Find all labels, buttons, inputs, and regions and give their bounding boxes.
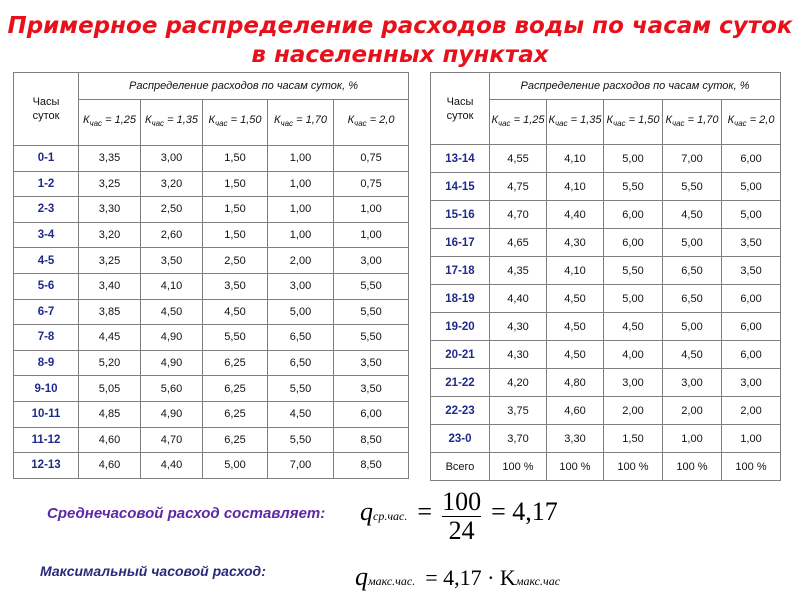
value-cell: 5,50 [334, 325, 409, 351]
k-value: = 1,25 [105, 114, 137, 127]
average-hourly-label: Среднечасовой расход составляет: [47, 505, 326, 522]
value-cell: 4,50 [604, 313, 663, 341]
value-cell: 7,00 [268, 453, 334, 479]
k-symbol: К [665, 113, 672, 126]
value-cell: 4,50 [203, 299, 268, 325]
value-cell: 1,00 [268, 197, 334, 223]
value-cell: 2,00 [604, 397, 663, 425]
value-cell: 4,70 [490, 201, 547, 229]
value-cell: 4,30 [490, 313, 547, 341]
formula-rhs: = 4,17 · K [425, 565, 516, 590]
k-header-cell [663, 100, 722, 145]
value-cell: 1,50 [203, 171, 268, 197]
value-cell: 6,00 [604, 201, 663, 229]
value-cell: 5,00 [722, 201, 781, 229]
value-cell: 3,50 [334, 350, 409, 376]
formula-q: q [355, 562, 368, 591]
hour-cell: 4-5 [14, 248, 79, 274]
k-subscript: час [734, 119, 747, 129]
value-cell: 0,75 [334, 146, 409, 172]
k-header-cell [79, 100, 141, 146]
table-row [431, 173, 781, 201]
value-cell: 3,20 [79, 222, 141, 248]
value-cell: 4,60 [79, 427, 141, 453]
distribution-group-header: Распределение расходов по часам суток, % [79, 73, 409, 100]
value-cell: 4,40 [490, 285, 547, 313]
hour-cell: Всего [431, 453, 490, 481]
value-cell: 4,85 [79, 401, 141, 427]
hour-cell: 8-9 [14, 350, 79, 376]
value-cell: 4,75 [490, 173, 547, 201]
k-symbol: К [548, 113, 555, 126]
table-row [431, 201, 781, 229]
k-symbol: К [208, 114, 215, 127]
table-row [14, 222, 409, 248]
value-cell: 1,00 [268, 146, 334, 172]
value-cell: 1,50 [203, 197, 268, 223]
value-cell: 1,00 [722, 425, 781, 453]
hour-cell: 13-14 [431, 145, 490, 173]
value-cell: 5,50 [203, 325, 268, 351]
hour-cell: 12-13 [14, 453, 79, 479]
k-symbol: К [144, 114, 152, 127]
k-value: = 2,0 [369, 114, 395, 127]
hour-cell: 10-11 [14, 401, 79, 427]
formula-result: = 4,17 [491, 497, 558, 527]
value-cell: 3,50 [722, 229, 781, 257]
table-row [14, 197, 409, 223]
k-header-cell [490, 100, 547, 145]
value-cell: 4,50 [547, 285, 604, 313]
table-row [14, 248, 409, 274]
value-cell: 1,00 [334, 222, 409, 248]
table-row [14, 401, 409, 427]
value-cell: 5,50 [268, 376, 334, 402]
hour-cell: 22-23 [431, 397, 490, 425]
value-cell: 4,40 [141, 453, 203, 479]
hour-cell: 5-6 [14, 273, 79, 299]
value-cell: 5,50 [604, 257, 663, 285]
value-cell: 5,00 [663, 313, 722, 341]
table-row [14, 325, 409, 351]
k-symbol: К [606, 113, 613, 126]
hours-header: Часы суток [14, 73, 79, 146]
value-cell: 6,50 [663, 285, 722, 313]
k-symbol: К [82, 114, 90, 127]
k-header-cell [203, 100, 268, 146]
table-row [431, 257, 781, 285]
value-cell: 6,50 [268, 350, 334, 376]
value-cell: 100 % [490, 453, 547, 481]
hour-cell: 1-2 [14, 171, 79, 197]
value-cell: 1,00 [268, 171, 334, 197]
value-cell: 3,70 [490, 425, 547, 453]
value-cell: 3,00 [268, 273, 334, 299]
formula-equals: = [417, 497, 433, 527]
value-cell: 7,00 [663, 145, 722, 173]
k-symbol: К [273, 114, 281, 127]
k-subscript: час [554, 119, 568, 129]
value-cell: 6,00 [722, 145, 781, 173]
value-cell: 4,10 [547, 257, 604, 285]
hour-cell: 6-7 [14, 299, 79, 325]
value-cell: 4,90 [141, 350, 203, 376]
k-subscript: час [89, 119, 103, 129]
value-cell: 3,50 [203, 273, 268, 299]
value-cell: 4,00 [604, 341, 663, 369]
value-cell: 5,50 [334, 299, 409, 325]
k-value: = 2,0 [749, 113, 775, 126]
hour-cell: 19-20 [431, 313, 490, 341]
k-value: = 1,50 [628, 113, 660, 126]
table-row [14, 299, 409, 325]
k-subscript: час [214, 119, 228, 129]
table-row [14, 350, 409, 376]
value-cell: 0,75 [334, 171, 409, 197]
distribution-table-right [430, 72, 781, 481]
value-cell: 4,80 [547, 369, 604, 397]
value-cell: 3,25 [79, 248, 141, 274]
value-cell: 4,40 [547, 201, 604, 229]
value-cell: 3,50 [334, 376, 409, 402]
value-cell: 4,50 [663, 341, 722, 369]
value-cell: 4,45 [79, 325, 141, 351]
value-cell: 100 % [604, 453, 663, 481]
value-cell: 4,55 [490, 145, 547, 173]
hour-cell: 3-4 [14, 222, 79, 248]
value-cell: 1,50 [203, 222, 268, 248]
k-subscript: час [497, 119, 511, 129]
value-cell: 6,50 [663, 257, 722, 285]
value-cell: 1,00 [268, 222, 334, 248]
table-row [431, 425, 781, 453]
formula-q: q [360, 497, 373, 527]
table-row [431, 285, 781, 313]
formula-fraction [442, 488, 481, 545]
hour-cell: 20-21 [431, 341, 490, 369]
value-cell: 6,00 [722, 313, 781, 341]
value-cell: 8,50 [334, 453, 409, 479]
value-cell: 2,50 [141, 197, 203, 223]
table-header-row [14, 73, 409, 100]
average-hourly-formula [360, 488, 580, 548]
value-cell: 4,50 [141, 299, 203, 325]
table-row [14, 427, 409, 453]
value-cell: 5,20 [79, 350, 141, 376]
k-value: = 1,50 [230, 114, 262, 127]
value-cell: 5,05 [79, 376, 141, 402]
value-cell: 4,60 [79, 453, 141, 479]
formula-k-subscript: макс.час [515, 574, 561, 588]
k-header-cell [604, 100, 663, 145]
value-cell: 3,30 [547, 425, 604, 453]
value-cell: 1,00 [334, 197, 409, 223]
value-cell: 5,00 [663, 229, 722, 257]
value-cell: 4,20 [490, 369, 547, 397]
table-row [14, 146, 409, 172]
table-row [431, 453, 781, 481]
value-cell: 4,10 [547, 145, 604, 173]
formula-q-subscript: макс.час. [368, 574, 416, 588]
table-row [14, 453, 409, 479]
value-cell: 3,00 [141, 146, 203, 172]
max-hourly-label: Максимальный часовой расход: [40, 563, 266, 579]
value-cell: 3,00 [663, 369, 722, 397]
hour-cell: 0-1 [14, 146, 79, 172]
value-cell: 1,00 [663, 425, 722, 453]
distribution-table-left [13, 72, 409, 479]
table-row [14, 376, 409, 402]
value-cell: 5,00 [203, 453, 268, 479]
value-cell: 4,50 [663, 201, 722, 229]
table-row [14, 273, 409, 299]
value-cell: 3,50 [722, 257, 781, 285]
value-cell: 5,50 [604, 173, 663, 201]
value-cell: 5,00 [722, 173, 781, 201]
k-header-cell [268, 100, 334, 146]
hours-header: Часы суток [431, 73, 490, 145]
hour-cell: 15-16 [431, 201, 490, 229]
hour-cell: 17-18 [431, 257, 490, 285]
value-cell: 3,35 [79, 146, 141, 172]
k-value: = 1,35 [570, 113, 602, 126]
value-cell: 4,60 [547, 397, 604, 425]
value-cell: 4,35 [490, 257, 547, 285]
value-cell: 6,00 [604, 229, 663, 257]
value-cell: 3,25 [79, 171, 141, 197]
value-cell: 3,00 [722, 369, 781, 397]
table-row [431, 229, 781, 257]
k-header-cell [722, 100, 781, 145]
value-cell: 4,65 [490, 229, 547, 257]
value-cell: 3,00 [334, 248, 409, 274]
value-cell: 3,20 [141, 171, 203, 197]
hour-cell: 21-22 [431, 369, 490, 397]
value-cell: 5,50 [268, 427, 334, 453]
k-subscript: час [354, 119, 367, 129]
value-cell: 4,30 [490, 341, 547, 369]
value-cell: 4,50 [547, 341, 604, 369]
value-cell: 4,50 [547, 313, 604, 341]
value-cell: 6,00 [722, 341, 781, 369]
fraction-denominator: 24 [448, 516, 475, 545]
value-cell: 6,25 [203, 401, 268, 427]
value-cell: 2,00 [663, 397, 722, 425]
max-hourly-formula [355, 562, 595, 592]
distribution-group-header: Распределение расходов по часам суток, % [490, 73, 781, 100]
hour-cell: 11-12 [14, 427, 79, 453]
hour-cell: 23-0 [431, 425, 490, 453]
value-cell: 6,00 [722, 285, 781, 313]
fraction-numerator: 100 [442, 487, 482, 516]
value-cell: 2,60 [141, 222, 203, 248]
k-subscript: час [280, 119, 294, 129]
value-cell: 3,50 [141, 248, 203, 274]
value-cell: 100 % [722, 453, 781, 481]
hour-cell: 16-17 [431, 229, 490, 257]
value-cell: 5,50 [334, 273, 409, 299]
value-cell: 2,50 [203, 248, 268, 274]
value-cell: 4,70 [141, 427, 203, 453]
table-row [14, 171, 409, 197]
value-cell: 8,50 [334, 427, 409, 453]
hour-cell: 7-8 [14, 325, 79, 351]
value-cell: 4,90 [141, 325, 203, 351]
formula-q-subscript: ср.час. [373, 509, 408, 524]
hour-cell: 2-3 [14, 197, 79, 223]
value-cell: 4,50 [268, 401, 334, 427]
value-cell: 4,10 [141, 273, 203, 299]
table-row [431, 369, 781, 397]
value-cell: 5,00 [604, 285, 663, 313]
hour-cell: 18-19 [431, 285, 490, 313]
value-cell: 5,00 [268, 299, 334, 325]
value-cell: 6,25 [203, 376, 268, 402]
value-cell: 4,10 [547, 173, 604, 201]
hour-cell: 9-10 [14, 376, 79, 402]
value-cell: 6,00 [334, 401, 409, 427]
k-value: = 1,35 [167, 114, 199, 127]
value-cell: 1,50 [203, 146, 268, 172]
k-header-cell [334, 100, 409, 146]
k-value: = 1,25 [513, 113, 545, 126]
table-row [431, 397, 781, 425]
value-cell: 1,50 [604, 425, 663, 453]
k-header-cell [141, 100, 203, 146]
k-subscript: час [671, 119, 685, 129]
value-cell: 100 % [663, 453, 722, 481]
k-symbol: К [347, 114, 355, 127]
value-cell: 5,00 [604, 145, 663, 173]
k-subscript: час [151, 119, 165, 129]
hour-cell: 14-15 [431, 173, 490, 201]
value-cell: 3,75 [490, 397, 547, 425]
value-cell: 6,50 [268, 325, 334, 351]
value-cell: 2,00 [268, 248, 334, 274]
page-title: Примерное распределение расходов воды по часам суток в населенных пунктах [7, 13, 793, 68]
k-subscript: час [612, 119, 626, 129]
value-cell: 4,90 [141, 401, 203, 427]
value-cell: 3,00 [604, 369, 663, 397]
value-cell: 6,25 [203, 427, 268, 453]
value-cell: 3,85 [79, 299, 141, 325]
k-symbol: К [727, 113, 735, 126]
value-cell: 4,30 [547, 229, 604, 257]
value-cell: 2,00 [722, 397, 781, 425]
k-symbol: К [491, 113, 498, 126]
table-row [431, 313, 781, 341]
k-value: = 1,70 [296, 114, 328, 127]
value-cell: 5,50 [663, 173, 722, 201]
value-cell: 3,40 [79, 273, 141, 299]
k-value: = 1,70 [687, 113, 719, 126]
table-row [431, 341, 781, 369]
value-cell: 100 % [547, 453, 604, 481]
value-cell: 3,30 [79, 197, 141, 223]
k-header-cell [547, 100, 604, 145]
value-cell: 5,60 [141, 376, 203, 402]
table-header-row [431, 73, 781, 100]
value-cell: 6,25 [203, 350, 268, 376]
table-row [431, 145, 781, 173]
